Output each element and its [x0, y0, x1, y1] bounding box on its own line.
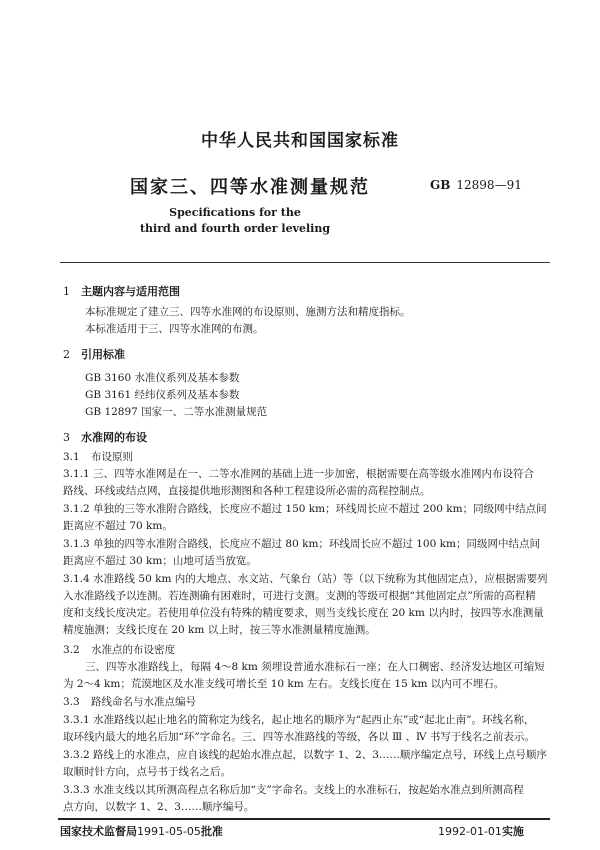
clause-3-3-1-line: 取环线内最大的地名后加“环”字命名。三、四等水准路线的等级，各以 Ⅲ 、Ⅳ 书写于线名之前表示。	[63, 731, 535, 743]
reference-item: GB 3161 经纬仪系列及基本参数	[85, 389, 240, 401]
english-title-line-1: Specifications for the	[169, 206, 301, 219]
section-1-heading	[63, 283, 180, 299]
english-title-line-2: third and fourth order leveling	[139, 222, 331, 235]
subsection-number: 3.2	[63, 644, 80, 656]
clause-3-1-1-line: 3.1.1 三、四等水准网是在一、二等水准网的基础上进一步加密，根据需要在高等级水准网内布设符合	[63, 468, 535, 480]
clause-3-3-2-line: 取顺时针方向，点号书于线名之后。	[63, 766, 231, 778]
subsection-3-1-heading	[63, 449, 133, 464]
section-title: 主题内容与适用范围	[81, 285, 180, 298]
clause-3-1-4-line: 精度施测；支线长度在 20 km 以上时，按三等水准测量精度施测。	[63, 624, 376, 636]
standard-code	[430, 178, 522, 192]
section-title: 引用标准	[81, 348, 125, 361]
issue-info	[60, 823, 223, 839]
header-divider	[60, 262, 550, 263]
reference-item: GB 3160 水准仪系列及基本参数	[85, 372, 240, 384]
clause-3-1-2-line: 3.1.2 单独的三等水准附合路线，长度应不超过 150 km；环线周长应不超过 200 km；同级网中结点间	[63, 503, 547, 515]
section-1-paragraph-1: 本标准规定了建立三、四等水准网的布设原则、施测方法和精度指标。	[85, 306, 411, 318]
clause-3-2-line: 三、四等水准路线上，每隔 4～8 km 须埋设普通水准标石一座；在人口稠密、经济发达地区可缩短	[85, 661, 545, 673]
subsection-number: 3.1	[63, 451, 80, 463]
clause-3-2-line: 为 2～4 km；荒漠地区及水准支线可增长至 10 km 左右。支线长度在 15 km 以内可不埋石。	[63, 678, 505, 690]
footer-divider	[58, 818, 550, 820]
issuer: 国家技术监督局	[60, 825, 137, 838]
subsection-title: 水准点的布设密度	[91, 644, 175, 656]
clause-3-3-3-line: 点方向，以数字 1、2、3……顺序编号。	[63, 801, 255, 813]
clause-3-1-3-line: 距离应不超过 30 km；山地可适当放宽。	[63, 555, 257, 567]
subsection-title: 布设原则	[91, 451, 133, 463]
standard-code-prefix: GB	[430, 178, 451, 192]
clause-3-1-2-line: 距离应不超过 70 km。	[63, 520, 173, 532]
section-title: 水准网的布设	[81, 431, 147, 444]
section-3-heading	[63, 429, 147, 445]
section-number: 2	[63, 348, 70, 361]
clause-3-1-4-line: 度和支线长度决定。若使用单位没有特殊的精度要求，则当支线长度在 20 km 以内时，按四等水准测量	[63, 607, 544, 619]
clause-3-1-3-line: 3.1.3 单独的四等水准附合路线，长度应不超过 80 km；环线周长应不超过 100 km；同级网中结点间	[63, 538, 540, 550]
clause-3-1-1-line: 路线、环线或结点网，直接提供地形测图和各种工程建设所必需的高程控制点。	[63, 485, 431, 497]
subsection-3-3-heading	[63, 694, 196, 709]
clause-3-3-1-line: 3.3.1 水准路线以起止地名的简称定为线名，起止地名的顺序为“起西止东”或“起北止南”。环线名称，	[63, 714, 535, 726]
document-title: 国家三、四等水准测量规范	[130, 177, 370, 198]
subsection-number: 3.3	[63, 696, 80, 708]
clause-3-1-4-line: 3.1.4 水准路线 50 km 内的大地点、水文站、气象台（站）等（以下统称为其他固定点），应根据需要列	[63, 573, 548, 585]
standard-code-number: 12898—91	[456, 178, 522, 192]
implementation-info	[438, 823, 524, 839]
reference-item: GB 12897 国家一、二等水准测量规范	[85, 406, 268, 418]
clause-3-1-4-line: 入水准路线予以连测。若连测确有困难时，可进行支测。支测的等级可根据“其他固定点”所需的高程精	[63, 590, 536, 602]
clause-3-3-2-line: 3.3.2 路线上的水准点，应自该线的起始水准点起，以数字 1、2、3……顺序编定点号，环线上点号顺序	[63, 749, 547, 761]
section-number: 3	[63, 431, 70, 444]
subsection-title: 路线命名与水准点编号	[91, 696, 196, 708]
implementation-label: 实施	[501, 825, 524, 838]
section-number: 1	[63, 285, 70, 298]
issue-date: 1991-05-05	[137, 825, 201, 838]
clause-3-3-3-line: 3.3.3 水准支线以其所测高程点名称后加“支”字命名。支线上的水准标石，按起始水准点到所测高程	[63, 784, 524, 796]
implementation-date: 1992-01-01	[438, 825, 502, 838]
section-2-heading	[63, 346, 125, 362]
subsection-3-2-heading	[63, 642, 175, 657]
section-1-paragraph-2: 本标准适用于三、四等水准网的布测。	[85, 323, 264, 335]
national-standard-heading: 中华人民共和国国家标准	[201, 131, 399, 151]
approve-label: 批准	[200, 825, 223, 838]
